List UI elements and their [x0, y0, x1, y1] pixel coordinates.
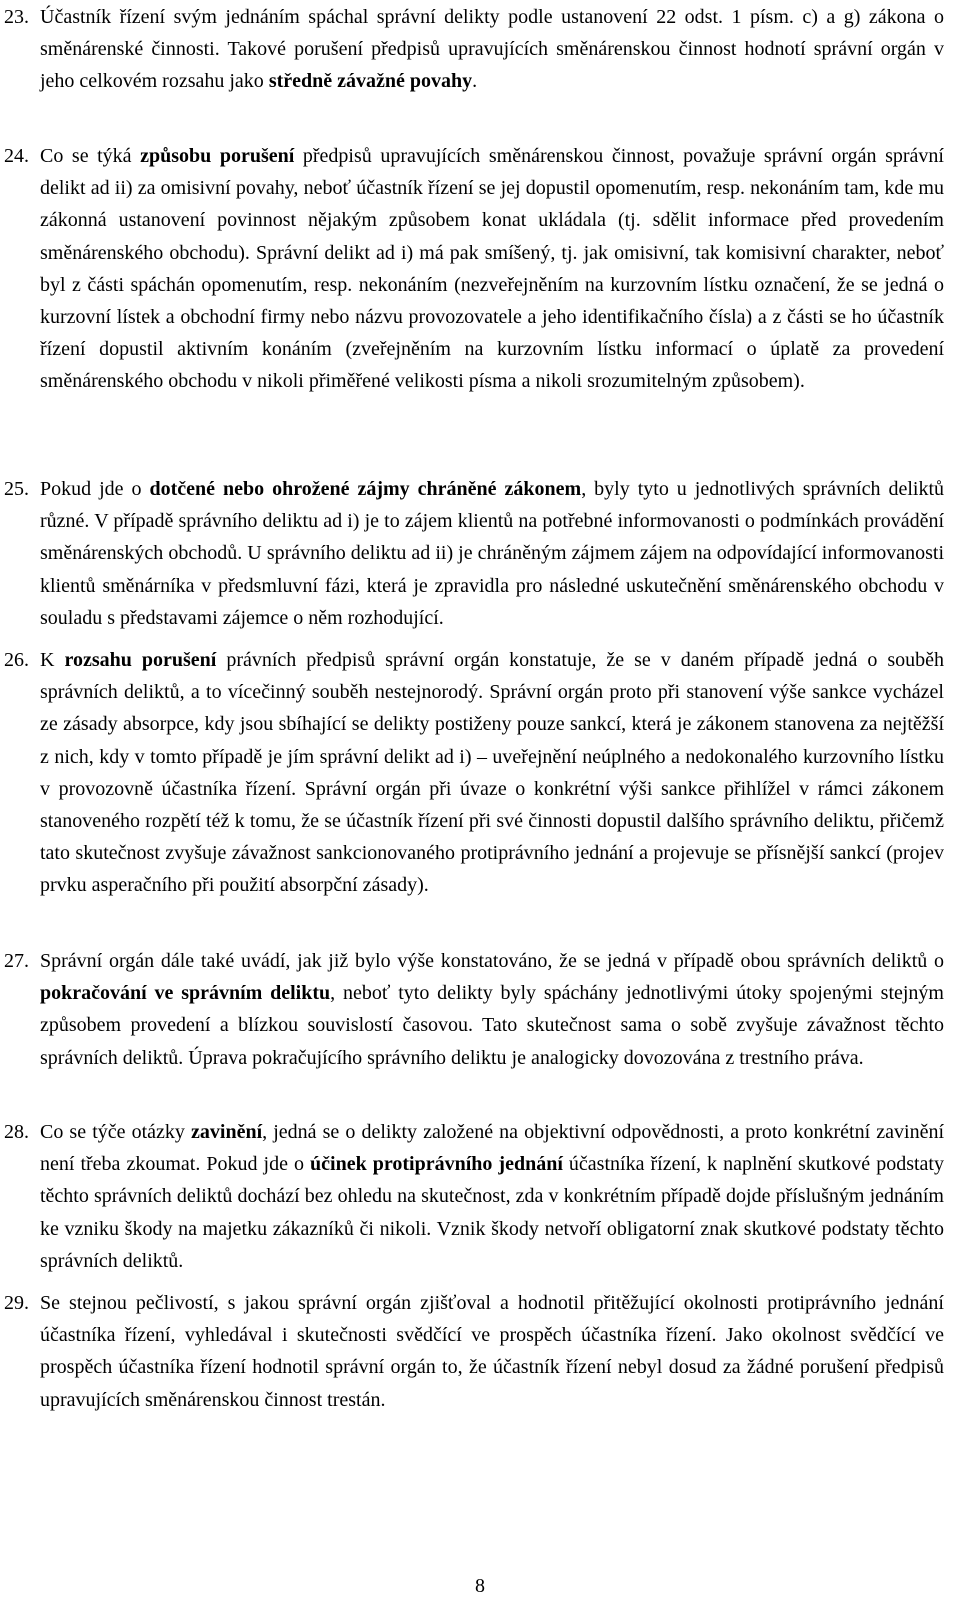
paragraph-23 — [0, 1, 944, 98]
text-run: , byly tyto u jednotlivých správních deliktů různé. V případě správního deliktu ad i) je to zájem klientů na potřebné informovanosti o podmínkách provádění směnárenských obchodů. U správního deliktu ad ii) je chráněným zájmem zájem na odpovídající informovanosti klientů směnárníka v předsmluvní fázi, která je zpravidla pro následné uskutečnění směnárenského obchodu v souladu s představami zájemce o něm rozhodující. — [40, 478, 945, 629]
paragraph-27 — [0, 945, 944, 1074]
paragraph-number: 24. — [4, 145, 29, 167]
bold-text-run: způsobu porušení — [140, 145, 295, 167]
paragraph-text — [40, 945, 944, 1074]
bold-text-run: pokračování ve správním deliktu — [40, 982, 331, 1005]
text-run: Účastník řízení svým jednáním spáchal správní delikty podle ustanovení 22 odst. 1 písm. c) a g) zákona o směnárenské činnosti. Takové porušení předpisů upravujících směnárenskou činnost hodnotí správní orgán v jeho celkovém rozsahu jako — [40, 6, 944, 93]
paragraph-24 — [0, 140, 944, 398]
text-run: právních předpisů správní orgán konstatuje, že se v daném případě jedná o souběh správních deliktů, a to vícečinný souběh nestejnorodý. Správní orgán proto při stanovení výše sankce vycházel ze zásady absorpce, kdy jsou sbíhající se delikty postiženy pouze sankcí, která je zákonem stanovena za nejtěžší z nich, kdy v tomto případě je jím správní delikt ad i) – uveřejnění neúplného a nedokonalého kurzovního lístku v provozovně účastníka řízení. Správní orgán při úvaze o konkrétní výši sankce přihlížel v rámci zákonem stanoveného rozpětí též k tomu, že se účastník řízení při své činnosti dopustil dalšího správního deliktu, přičemž tato skutečnost zvyšuje závažnost sankcionovaného protiprávního jednání a projevuje se přísnější sankcí (projev prvku asperačního při použití absorpční zásady). — [40, 649, 944, 897]
paragraph-number: 26. — [4, 649, 29, 671]
page-number: 8 — [475, 1575, 485, 1597]
paragraph-text — [40, 1, 944, 98]
text-run: Pokud jde o — [40, 478, 150, 500]
text-run: Co se týká — [40, 145, 141, 167]
paragraph-29 — [0, 1287, 944, 1416]
bold-text-run: rozsahu porušení — [64, 649, 217, 671]
text-run: . — [472, 70, 478, 93]
text-run: , jedná se o delikty založené na objektivní odpovědnosti, a proto konkrétní zavinění není třeba zkoumat. Pokud jde o — [40, 1121, 945, 1176]
paragraph-text — [40, 1287, 944, 1416]
text-run: Se stejnou pečlivostí, s jakou správní orgán zjišťoval a hodnotil přitěžující okolnosti protiprávního jednání účastníka řízení, vyhledával i skutečnosti svědčící ve prospěch účastníka řízení. Jako okolnost svědčící ve prospěch účastníka řízení hodnotil správní orgán to, že účastník řízení nebyl dosud za žádné porušení předpisů upravujících směnárenskou činnost trestán. — [40, 1292, 944, 1411]
paragraph-text — [40, 1116, 944, 1277]
text-run: , neboť tyto delikty byly spáchány jednotlivými útoky spojenými stejným způsobem provedení a blízkou souvislostí časovou. Tato skutečnost sama o sobě zvyšuje závažnost těchto správních deliktů. Úprava pokračujícího správního deliktu je analogicky dovozována z trestního práva. — [40, 982, 944, 1069]
paragraph-number: 27. — [4, 950, 29, 972]
paragraph-number: 25. — [4, 478, 29, 500]
bold-text-run: dotčené nebo ohrožené zájmy chráněné zákonem — [149, 478, 582, 500]
paragraph-26 — [0, 644, 944, 902]
text-run: předpisů upravujících směnárenskou činnost, považuje správní orgán správní delikt ad ii) za omisivní povahy, neboť účastník řízení se jej dopustil opomenutím, resp. nekonáním tam, kde mu zákonná ustanovení povinnost nějakým způsobem konat ukládala (tj. sdělit informace před provedením směnárenského obchodu). Správní delikt ad i) má pak smíšený, tj. jak omisivní, tak komisivní charakter, neboť byl z části spáchán opomenutím, resp. nekonáním (nezveřejněním na kurzovním lístku označení, že se jedná o kurzovní lístek a obchodní firmy nebo názvu provozovatele a jeho identifikačního čísla) a z části se ho účastník řízení dopustil aktivním konáním (zveřejněním na kurzovním lístku informací o úplatě za provedení směnárenského obchodu v nikoli přiměřené velikosti písma a nikoli srozumitelným způsobem). — [40, 145, 944, 393]
bold-text-run: středně závažné povahy — [268, 70, 473, 93]
paragraph-number: 23. — [4, 6, 29, 28]
paragraph-text — [40, 473, 944, 634]
paragraph-25 — [0, 473, 944, 634]
text-run: Správní orgán dále také uvádí, jak již bylo výše konstatováno, že se jedná v případě obou správních deliktů o — [40, 950, 944, 972]
text-run: K — [40, 649, 65, 671]
paragraph-28 — [0, 1116, 944, 1277]
paragraph-text — [40, 644, 944, 902]
text-run: účastníka řízení, k naplnění skutkové podstaty těchto správních deliktů dochází bez ohledu na skutečnost, zda v konkrétním případě dojde příslušným jednáním ke vzniku škody na majetku zákazníků či nikoli. Vznik škody netvoří obligatorní znak skutkové podstaty těchto správních deliktů. — [40, 1153, 944, 1272]
paragraph-number: 28. — [4, 1121, 29, 1143]
bold-text-run: účinek protiprávního jednání — [310, 1153, 563, 1176]
text-run: Co se týče otázky — [40, 1121, 192, 1143]
paragraph-number: 29. — [4, 1292, 29, 1314]
bold-text-run: zavinění — [191, 1121, 263, 1143]
paragraph-text — [40, 140, 944, 398]
